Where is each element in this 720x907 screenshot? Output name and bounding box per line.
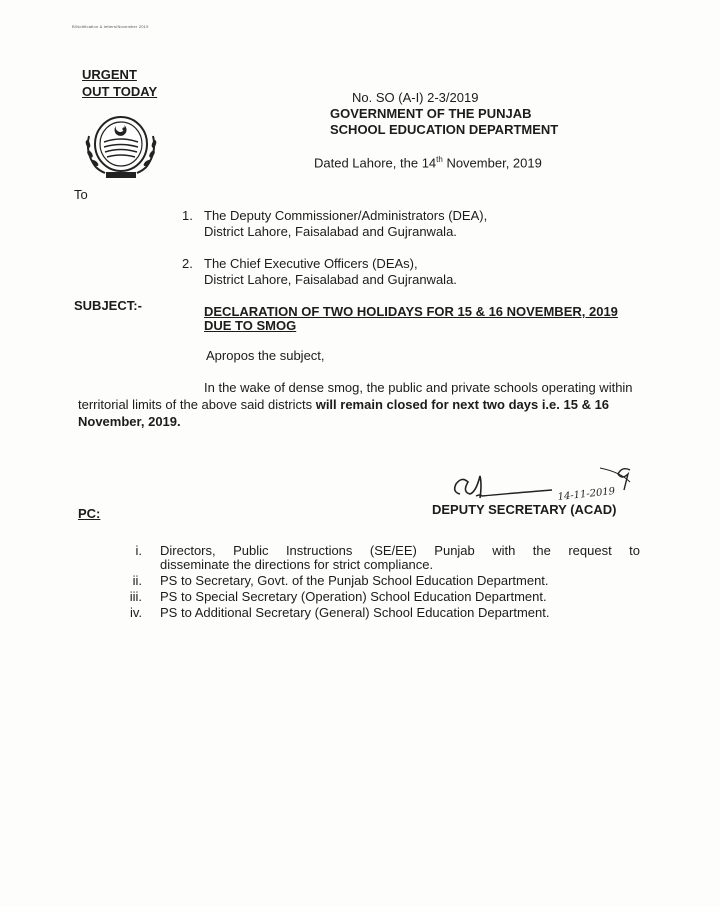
list-item <box>120 606 640 620</box>
addressee-item <box>182 208 487 240</box>
list-item-number: i. <box>135 543 142 558</box>
addressee-line: The Chief Executive Officers (DEAs), <box>204 256 418 271</box>
body-text-regular: In the wake of dense smog, the public and private schools operating within territorial limits of the above said districts <box>78 380 633 412</box>
subject-text: DECLARATION OF TWO HOLIDAYS FOR 15 & 16 NOVEMBER, 2019 DUE TO SMOG <box>204 304 618 333</box>
punjab-government-emblem-icon <box>80 110 162 180</box>
date-ordinal: th <box>436 155 443 164</box>
letter-reference-block <box>330 90 590 138</box>
addressee-number: 1. <box>182 208 193 223</box>
body-paragraph <box>78 379 638 430</box>
file-reference: B/Notification & letters/November 2019 <box>72 24 149 29</box>
list-item-continuation: disseminate the directions for strict compliance. <box>160 557 434 572</box>
letter-number: No. SO (A-I) 2-3/2019 <box>352 90 479 105</box>
addressee-number: 2. <box>182 256 193 271</box>
list-item-text: PS to Secretary, Govt. of the Punjab School Education Department. <box>160 573 549 588</box>
pc-label: PC: <box>78 506 101 521</box>
list-item-number: iv. <box>129 605 142 620</box>
addressee-item <box>182 256 457 288</box>
to-label: To <box>74 187 88 202</box>
body-text-bold: will remain closed for next two days i.e. 15 & 16 November, 2019. <box>78 397 610 429</box>
list-item <box>120 590 640 604</box>
department-name: SCHOOL EDUCATION DEPARTMENT <box>330 122 559 137</box>
salutation: Apropos the subject, <box>206 348 325 363</box>
list-item <box>120 574 640 588</box>
handwritten-signature-icon <box>440 460 640 508</box>
list-item-text: Directors, Public Instructions (SE/EE) Punjab with the request to <box>160 543 640 558</box>
signatory-title: DEPUTY SECRETARY (ACAD) <box>432 502 617 517</box>
addressee-district: District Lahore, Faisalabad and Gujranwala. <box>204 272 457 287</box>
addressee-district: District Lahore, Faisalabad and Gujranwala. <box>204 224 457 239</box>
list-item <box>120 544 640 572</box>
out-today-label: OUT TODAY <box>82 84 158 99</box>
date-suffix: November, 2019 <box>442 155 542 171</box>
government-name: GOVERNMENT OF THE PUNJAB <box>330 106 532 121</box>
list-item-text: PS to Additional Secretary (General) School Education Department. <box>160 605 550 620</box>
date-prefix: Dated Lahore, the 14 <box>314 155 437 171</box>
addressee-line: The Deputy Commissioner/Administrators (DEA), <box>204 208 488 223</box>
letter-date <box>314 155 542 170</box>
signature-date: 14-11-2019 <box>557 486 616 503</box>
list-item-number: ii. <box>132 573 142 588</box>
list-item-text: PS to Special Secretary (Operation) School Education Department. <box>160 589 547 604</box>
list-item-number: iii. <box>129 589 142 604</box>
urgent-label: URGENT <box>82 67 137 82</box>
urgency-marking <box>82 66 157 100</box>
copy-to-list <box>120 544 640 622</box>
subject-label: SUBJECT:- <box>74 298 142 313</box>
